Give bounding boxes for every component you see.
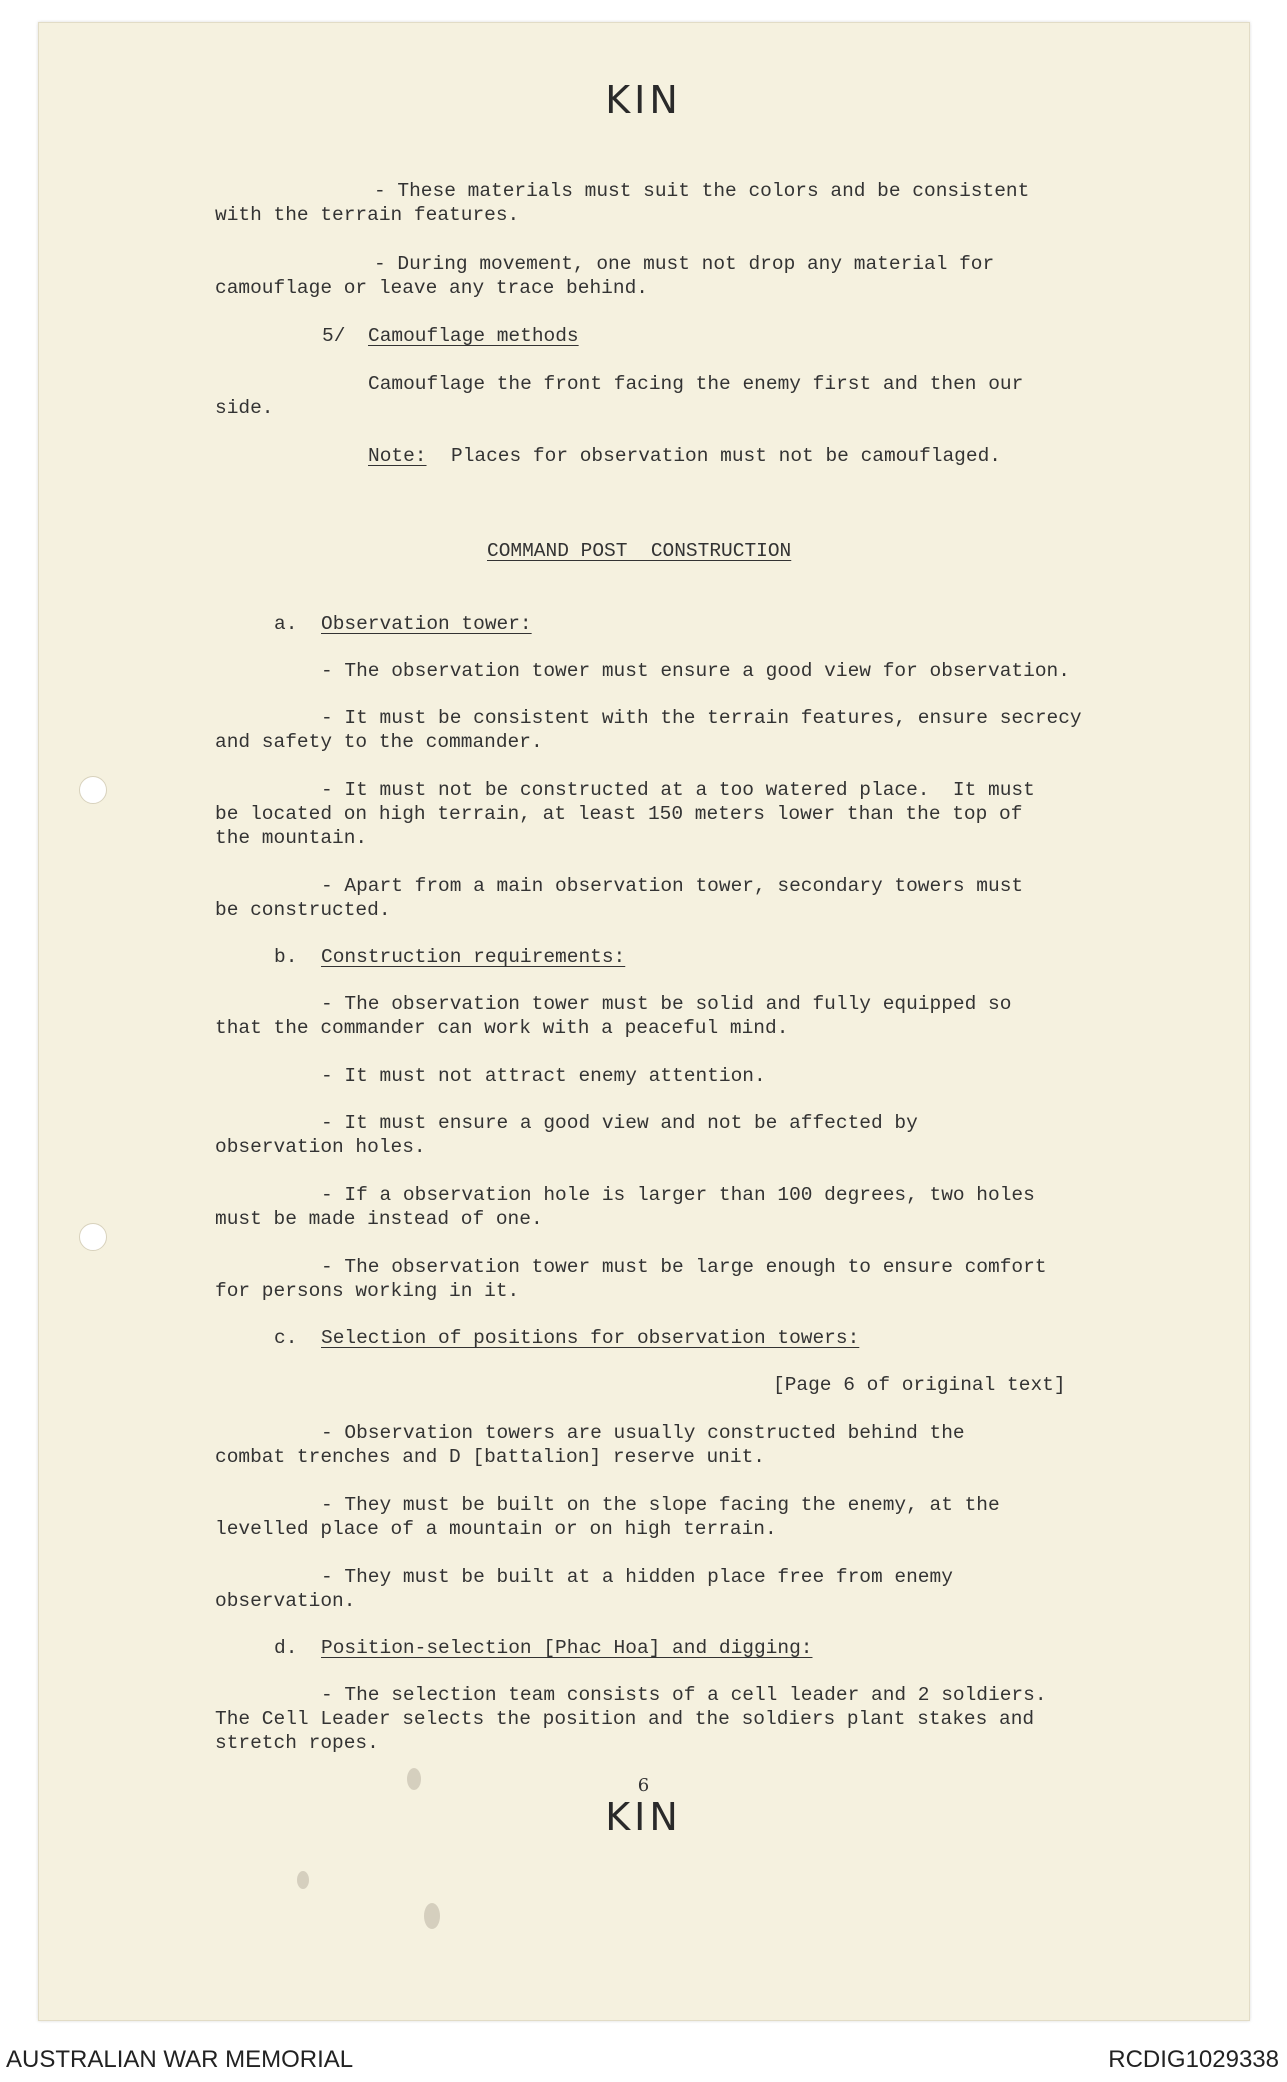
note-text: Places for observation must not be camouflaged.: [451, 445, 1001, 467]
text-line: - The observation tower must ensure a good view for observation.: [321, 660, 1070, 682]
text-line: the mountain.: [215, 827, 368, 849]
section-title: Construction requirements:: [321, 946, 626, 968]
text-line: observation holes.: [215, 1136, 426, 1158]
section-title: Position-selection [Phac Hoa] and digging:: [321, 1637, 813, 1659]
header-kin-mark: KIN: [605, 78, 682, 122]
archive-id: RCDIG1029338: [1108, 2046, 1279, 2073]
text-line: - It must not attract enemy attention.: [321, 1065, 766, 1087]
section-letter: b.: [274, 946, 298, 968]
text-line: with the terrain features.: [215, 204, 520, 226]
text-line: for persons working in it.: [215, 1280, 520, 1302]
text-line: side.: [215, 397, 274, 419]
text-line: Camouflage the front facing the enemy first and then our: [368, 373, 1024, 395]
section-title: Observation tower:: [321, 613, 532, 635]
section-number: 5/: [322, 325, 346, 347]
section-letter: a.: [274, 613, 298, 635]
punch-hole-bottom: [79, 1223, 107, 1251]
text-line: camouflage or leave any trace behind.: [215, 277, 648, 299]
text-line: stretch ropes.: [215, 1732, 379, 1754]
section-title: Camouflage methods: [368, 325, 579, 347]
text-line: The Cell Leader selects the position and the soldiers plant stakes and: [215, 1708, 1035, 1730]
stain: [424, 1903, 440, 1929]
text-line: must be made instead of one.: [215, 1208, 543, 1230]
text-line: - It must ensure a good view and not be affected by: [321, 1112, 918, 1134]
text-line: - The observation tower must be solid and fully equipped so: [321, 993, 1012, 1015]
section-letter: c.: [274, 1327, 298, 1349]
text-line: - They must be built on the slope facing the enemy, at the: [321, 1494, 1000, 1516]
text-line: combat trenches and D [battalion] reserve unit.: [215, 1446, 765, 1468]
section-title: Selection of positions for observation towers:: [321, 1327, 860, 1349]
punch-hole-top: [79, 776, 107, 804]
text-line: - The selection team consists of a cell leader and 2 soldiers.: [321, 1684, 1047, 1706]
stain: [297, 1871, 309, 1889]
text-line: - These materials must suit the colors and be consistent: [374, 180, 1030, 202]
text-line: observation.: [215, 1590, 356, 1612]
section-letter: d.: [274, 1637, 298, 1659]
page-heading: COMMAND POST CONSTRUCTION: [487, 540, 792, 562]
text-line: that the commander can work with a peaceful mind.: [215, 1017, 789, 1039]
page-number: 6: [637, 1775, 650, 1796]
text-line: - During movement, one must not drop any material for: [374, 253, 995, 275]
footer-kin-mark: KIN: [605, 1795, 682, 1839]
text-line: - Observation towers are usually constructed behind the: [321, 1422, 965, 1444]
text-line: - It must be consistent with the terrain features, ensure secrecy: [321, 707, 1082, 729]
text-line: be constructed.: [215, 899, 391, 921]
page-reference: [Page 6 of original text]: [773, 1374, 1066, 1396]
text-line: be located on high terrain, at least 150 meters lower than the top of: [215, 803, 1023, 825]
text-line: - They must be built at a hidden place free from enemy: [321, 1566, 953, 1588]
text-line: - If a observation hole is larger than 100 degrees, two holes: [321, 1184, 1035, 1206]
text-line: and safety to the commander.: [215, 731, 543, 753]
text-line: - The observation tower must be large enough to ensure comfort: [321, 1256, 1047, 1278]
text-line: - It must not be constructed at a too watered place. It must: [321, 779, 1035, 801]
note-label: Note:: [368, 445, 427, 467]
archive-name: AUSTRALIAN WAR MEMORIAL: [6, 2046, 354, 2073]
text-line: levelled place of a mountain or on high terrain.: [215, 1518, 777, 1540]
text-line: - Apart from a main observation tower, secondary towers must: [321, 875, 1024, 897]
